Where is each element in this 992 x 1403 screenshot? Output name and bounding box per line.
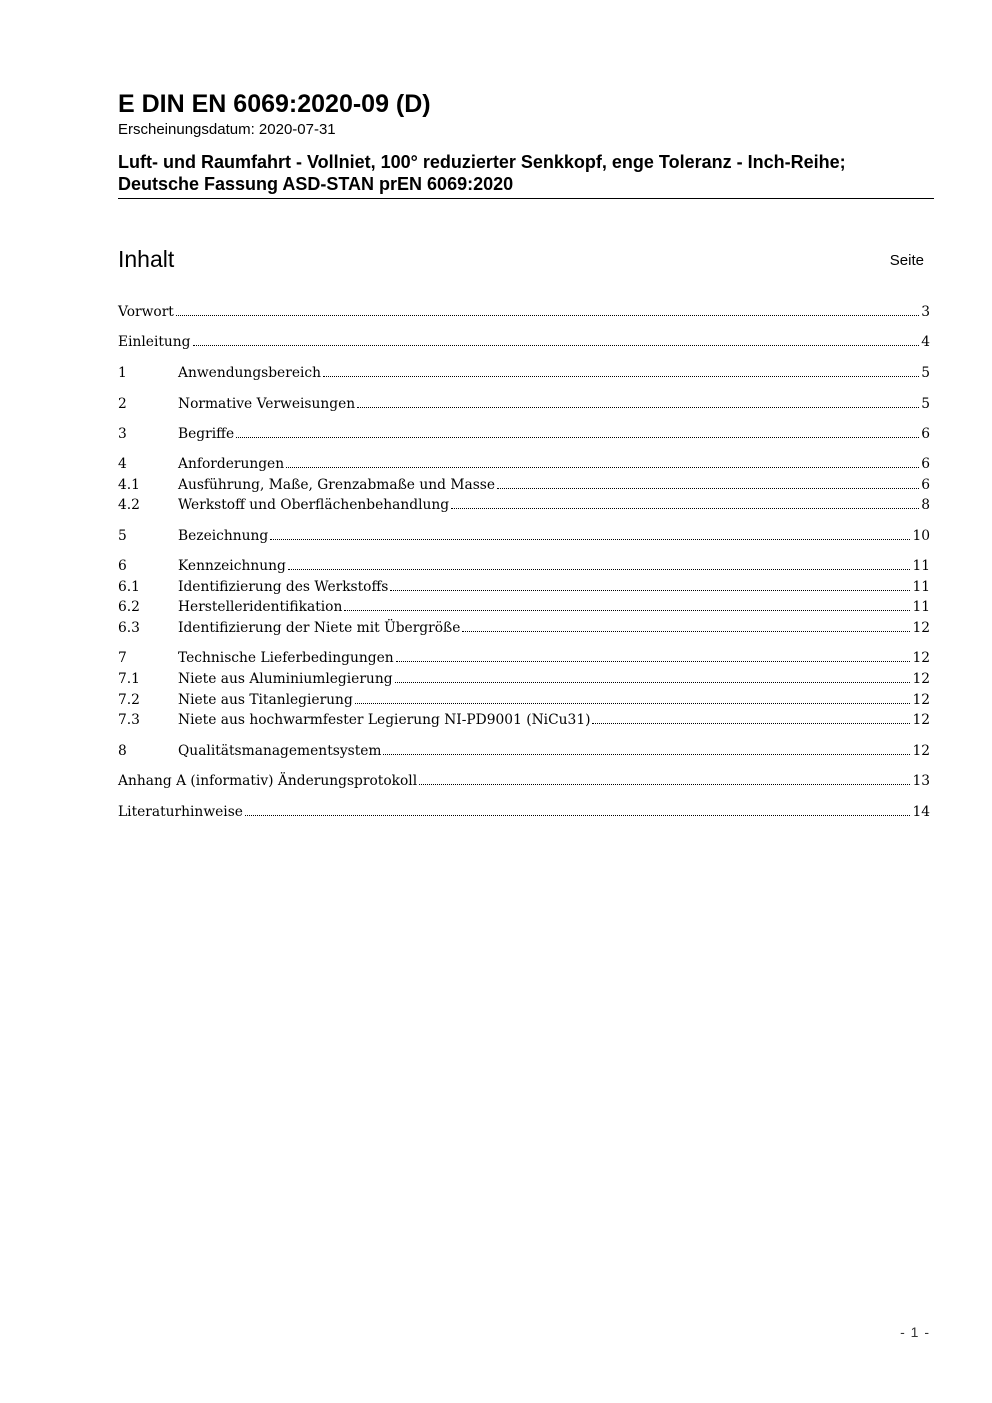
- toc-entry-page: 12: [912, 620, 930, 636]
- document-title-line-1: Luft- und Raumfahrt - Vollniet, 100° reduzierter Senkkopf, enge Toleranz - Inch-Reihe;: [118, 152, 846, 172]
- toc-entry[interactable]: [118, 690, 930, 710]
- toc-entry-page: 3: [921, 304, 930, 320]
- toc-entry[interactable]: [118, 577, 930, 597]
- toc-dot-leader: [357, 394, 919, 408]
- toc-entry-page: 12: [912, 743, 930, 759]
- toc-entry-label: Niete aus Titanlegierung: [178, 692, 353, 708]
- toc-entry-label: Begriffe: [178, 426, 235, 442]
- toc-entry-label: Niete aus hochwarmfester Legierung NI-PD9001 (NiCu31): [178, 712, 591, 728]
- toc-entry-number: 7.1: [118, 671, 140, 687]
- toc-entry-label: Vorwort: [118, 304, 174, 320]
- toc-entry-number: 6: [118, 558, 127, 574]
- toc-entry[interactable]: [118, 771, 930, 791]
- publication-date: Erscheinungsdatum: 2020-07-31: [118, 121, 336, 138]
- toc-entry-label: Normative Verweisungen: [178, 396, 356, 412]
- toc-entry-page: 12: [912, 650, 930, 666]
- toc-entry-page: 4: [921, 334, 930, 350]
- toc-entry-label: Niete aus Aluminiumlegierung: [178, 671, 393, 687]
- toc-dot-leader: [462, 618, 910, 632]
- toc-entry[interactable]: [118, 424, 930, 444]
- toc-entry[interactable]: [118, 597, 930, 617]
- toc-dot-leader: [344, 597, 910, 611]
- toc-entry-label: Werkstoff und Oberflächenbehandlung: [178, 497, 450, 513]
- toc-dot-leader: [592, 710, 910, 724]
- toc-entry-label: Literaturhinweise: [118, 804, 243, 820]
- toc-title: Inhalt: [118, 246, 175, 272]
- toc-entry-label: Herstelleridentifikation: [178, 599, 343, 615]
- toc-entry-page: 6: [921, 456, 930, 472]
- toc-entry-number: 8: [118, 743, 127, 759]
- toc-entry-page: 5: [921, 396, 930, 412]
- toc-dot-leader: [419, 771, 910, 785]
- toc-dot-leader: [286, 454, 919, 468]
- toc-dot-leader: [236, 424, 919, 438]
- toc-dot-leader: [270, 526, 910, 540]
- toc-entry[interactable]: [118, 475, 930, 495]
- toc-entry-label: Einleitung: [118, 334, 191, 350]
- toc-entry-number: 6.1: [118, 579, 140, 595]
- toc-entry-page: 6: [921, 426, 930, 442]
- toc-entry-page: 11: [912, 558, 930, 574]
- toc-entry-page: 12: [912, 692, 930, 708]
- toc-entry[interactable]: [118, 741, 930, 761]
- document-id: E DIN EN 6069:2020-09 (D): [118, 90, 431, 118]
- toc-entry-page: 14: [912, 804, 930, 820]
- toc-entry-page: 13: [912, 773, 930, 789]
- toc-header: [118, 244, 928, 274]
- toc-dot-leader: [245, 802, 910, 816]
- toc-entry[interactable]: [118, 363, 930, 383]
- toc-entry[interactable]: [118, 618, 930, 638]
- toc-dot-leader: [323, 363, 919, 377]
- toc-entry-label: Bezeichnung: [178, 528, 269, 544]
- page-number: - 1 -: [900, 1324, 930, 1340]
- toc-entry-page: 6: [921, 477, 930, 493]
- toc-dot-leader: [396, 648, 911, 662]
- toc-dot-leader: [383, 741, 910, 755]
- toc-entry[interactable]: [118, 669, 930, 689]
- toc-entry-label: Qualitätsmanagementsystem: [178, 743, 382, 759]
- toc-dot-leader: [193, 332, 920, 346]
- toc-dot-leader: [288, 556, 911, 570]
- toc-entry-label: Ausführung, Maße, Grenzabmaße und Masse: [178, 477, 496, 493]
- toc-dot-leader: [451, 495, 919, 509]
- document-header: [118, 88, 934, 199]
- toc-entry-page: 12: [912, 712, 930, 728]
- toc-entry-number: 4: [118, 456, 127, 472]
- toc-entry[interactable]: [118, 802, 930, 822]
- toc-entry-page: 5: [921, 365, 930, 381]
- toc-entry-number: 4.2: [118, 497, 140, 513]
- toc-entry-number: 7: [118, 650, 127, 666]
- toc-entry-number: 3: [118, 426, 127, 442]
- toc-entry-label: Anforderungen: [178, 456, 285, 472]
- toc-entry-number: 1: [118, 365, 127, 381]
- toc-dot-leader: [395, 669, 911, 683]
- toc-entry[interactable]: [118, 394, 930, 414]
- toc-entry[interactable]: [118, 556, 930, 576]
- toc-entry[interactable]: [118, 648, 930, 668]
- toc-entry-page: 11: [912, 579, 930, 595]
- document-title: [118, 151, 934, 199]
- toc-entry-number: 4.1: [118, 477, 140, 493]
- toc-entry-number: 7.3: [118, 712, 140, 728]
- toc-entry[interactable]: [118, 332, 930, 352]
- toc-entry[interactable]: [118, 302, 930, 322]
- toc-entry[interactable]: [118, 526, 930, 546]
- document-title-line-2: Deutsche Fassung ASD-STAN prEN 6069:2020: [118, 174, 514, 194]
- toc-entry-label: Kennzeichnung: [178, 558, 286, 574]
- toc-dot-leader: [355, 690, 911, 704]
- toc-entry-label: Anhang A (informativ) Änderungsprotokoll: [118, 773, 418, 789]
- toc-entry-page: 11: [912, 599, 930, 615]
- toc-entry[interactable]: [118, 710, 930, 730]
- toc-page-column-label: Seite: [889, 252, 924, 269]
- toc-entry-number: 7.2: [118, 692, 140, 708]
- toc-entry-label: Anwendungsbereich: [178, 365, 322, 381]
- toc-entry-number: 6.3: [118, 620, 140, 636]
- toc-entry-page: 10: [912, 528, 930, 544]
- toc-entry-label: Identifizierung des Werkstoffs: [178, 579, 389, 595]
- toc-entry-label: Technische Lieferbedingungen: [178, 650, 394, 666]
- toc-entry-number: 5: [118, 528, 127, 544]
- toc-dot-leader: [176, 302, 919, 316]
- toc-entry-number: 6.2: [118, 599, 140, 615]
- toc-entry-label: Identifizierung der Niete mit Übergröße: [178, 620, 461, 636]
- toc-entry-page: 8: [921, 497, 930, 513]
- toc-entry-page: 12: [912, 671, 930, 687]
- toc-dot-leader: [497, 475, 919, 489]
- toc-dot-leader: [390, 577, 910, 591]
- toc-entry-number: 2: [118, 396, 127, 412]
- toc-entry[interactable]: [118, 454, 930, 474]
- toc-entry[interactable]: [118, 495, 930, 515]
